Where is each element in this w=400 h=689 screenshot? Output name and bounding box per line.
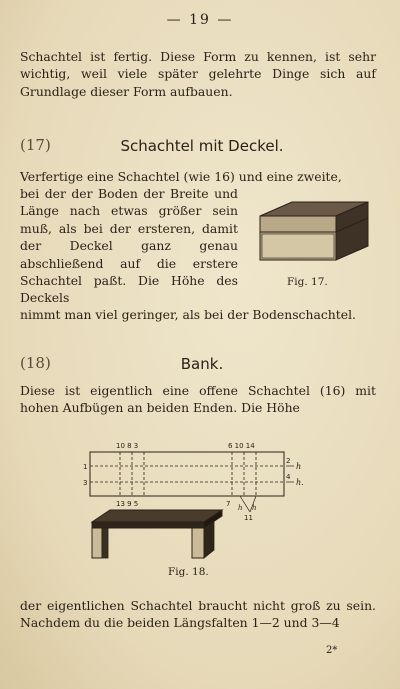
diagram-label-bottom-right: 7	[226, 500, 231, 508]
section-18-number: (18)	[20, 354, 51, 372]
diagram-label-top-left: 10 8 3	[116, 442, 139, 450]
diagram-label-top-right: 6 10 14	[228, 442, 255, 450]
section-17-last-line: nimmt man viel geringer, als bei der Bodenschachtel.	[20, 307, 356, 322]
diagram-label-left-top: 1	[83, 463, 88, 471]
diagram-label-right-h2: h.	[296, 478, 304, 487]
section-17-wrapped-text: bei der der Boden der Breite und Länge nach etwas größer sein muß, als bei der ersteren, damit der Deckel ganz genau abschließend auf die erstere Schachtel paßt. Die Höhe des Deckels	[20, 186, 238, 306]
diagram-label-below-a: h	[238, 504, 243, 512]
diagram-label-below-num: 11	[244, 514, 253, 522]
figure-17-caption: Fig. 17.	[287, 276, 328, 288]
figure-18-bench-illustration	[88, 508, 224, 560]
diagram-label-right-a: 2	[286, 457, 291, 465]
diagram-label-right-b: 4	[286, 473, 291, 481]
diagram-label-right-h: h	[296, 462, 302, 471]
intro-paragraph: Schachtel ist fertig. Diese Form zu kennen, ist sehr wichtig, weil viele später gelehrte Dinge sich auf Grundlage dieser Form aufbauen.	[20, 49, 376, 99]
section-17-number: (17)	[20, 136, 51, 154]
section-18-paragraph: Diese ist eigentlich eine offene Schachtel (16) mit hohen Aufbügen an beiden Enden. Die Höhe	[20, 383, 376, 416]
section-17-title: Schachtel mit Deckel.	[120, 137, 284, 155]
signature-mark: 2*	[326, 645, 338, 656]
diagram-label-bottom-left: 13 9 5	[116, 500, 139, 508]
section-18-title: Bank.	[180, 355, 224, 373]
diagram-label-left-bottom: 3	[83, 479, 88, 487]
page-number: — 19 —	[166, 12, 234, 28]
bottom-paragraph: der eigentlichen Schachtel braucht nicht groß zu sein. Nachdem du die beiden Längsfalten 1—2 und 3—4	[20, 598, 376, 631]
figure-17-box-illustration	[252, 198, 372, 270]
diagram-label-below-b: h	[252, 504, 257, 512]
section-17-first-line: Verfertige eine Schachtel (wie 16) und eine zweite,	[20, 169, 342, 184]
figure-18-caption: Fig. 18.	[168, 566, 209, 578]
